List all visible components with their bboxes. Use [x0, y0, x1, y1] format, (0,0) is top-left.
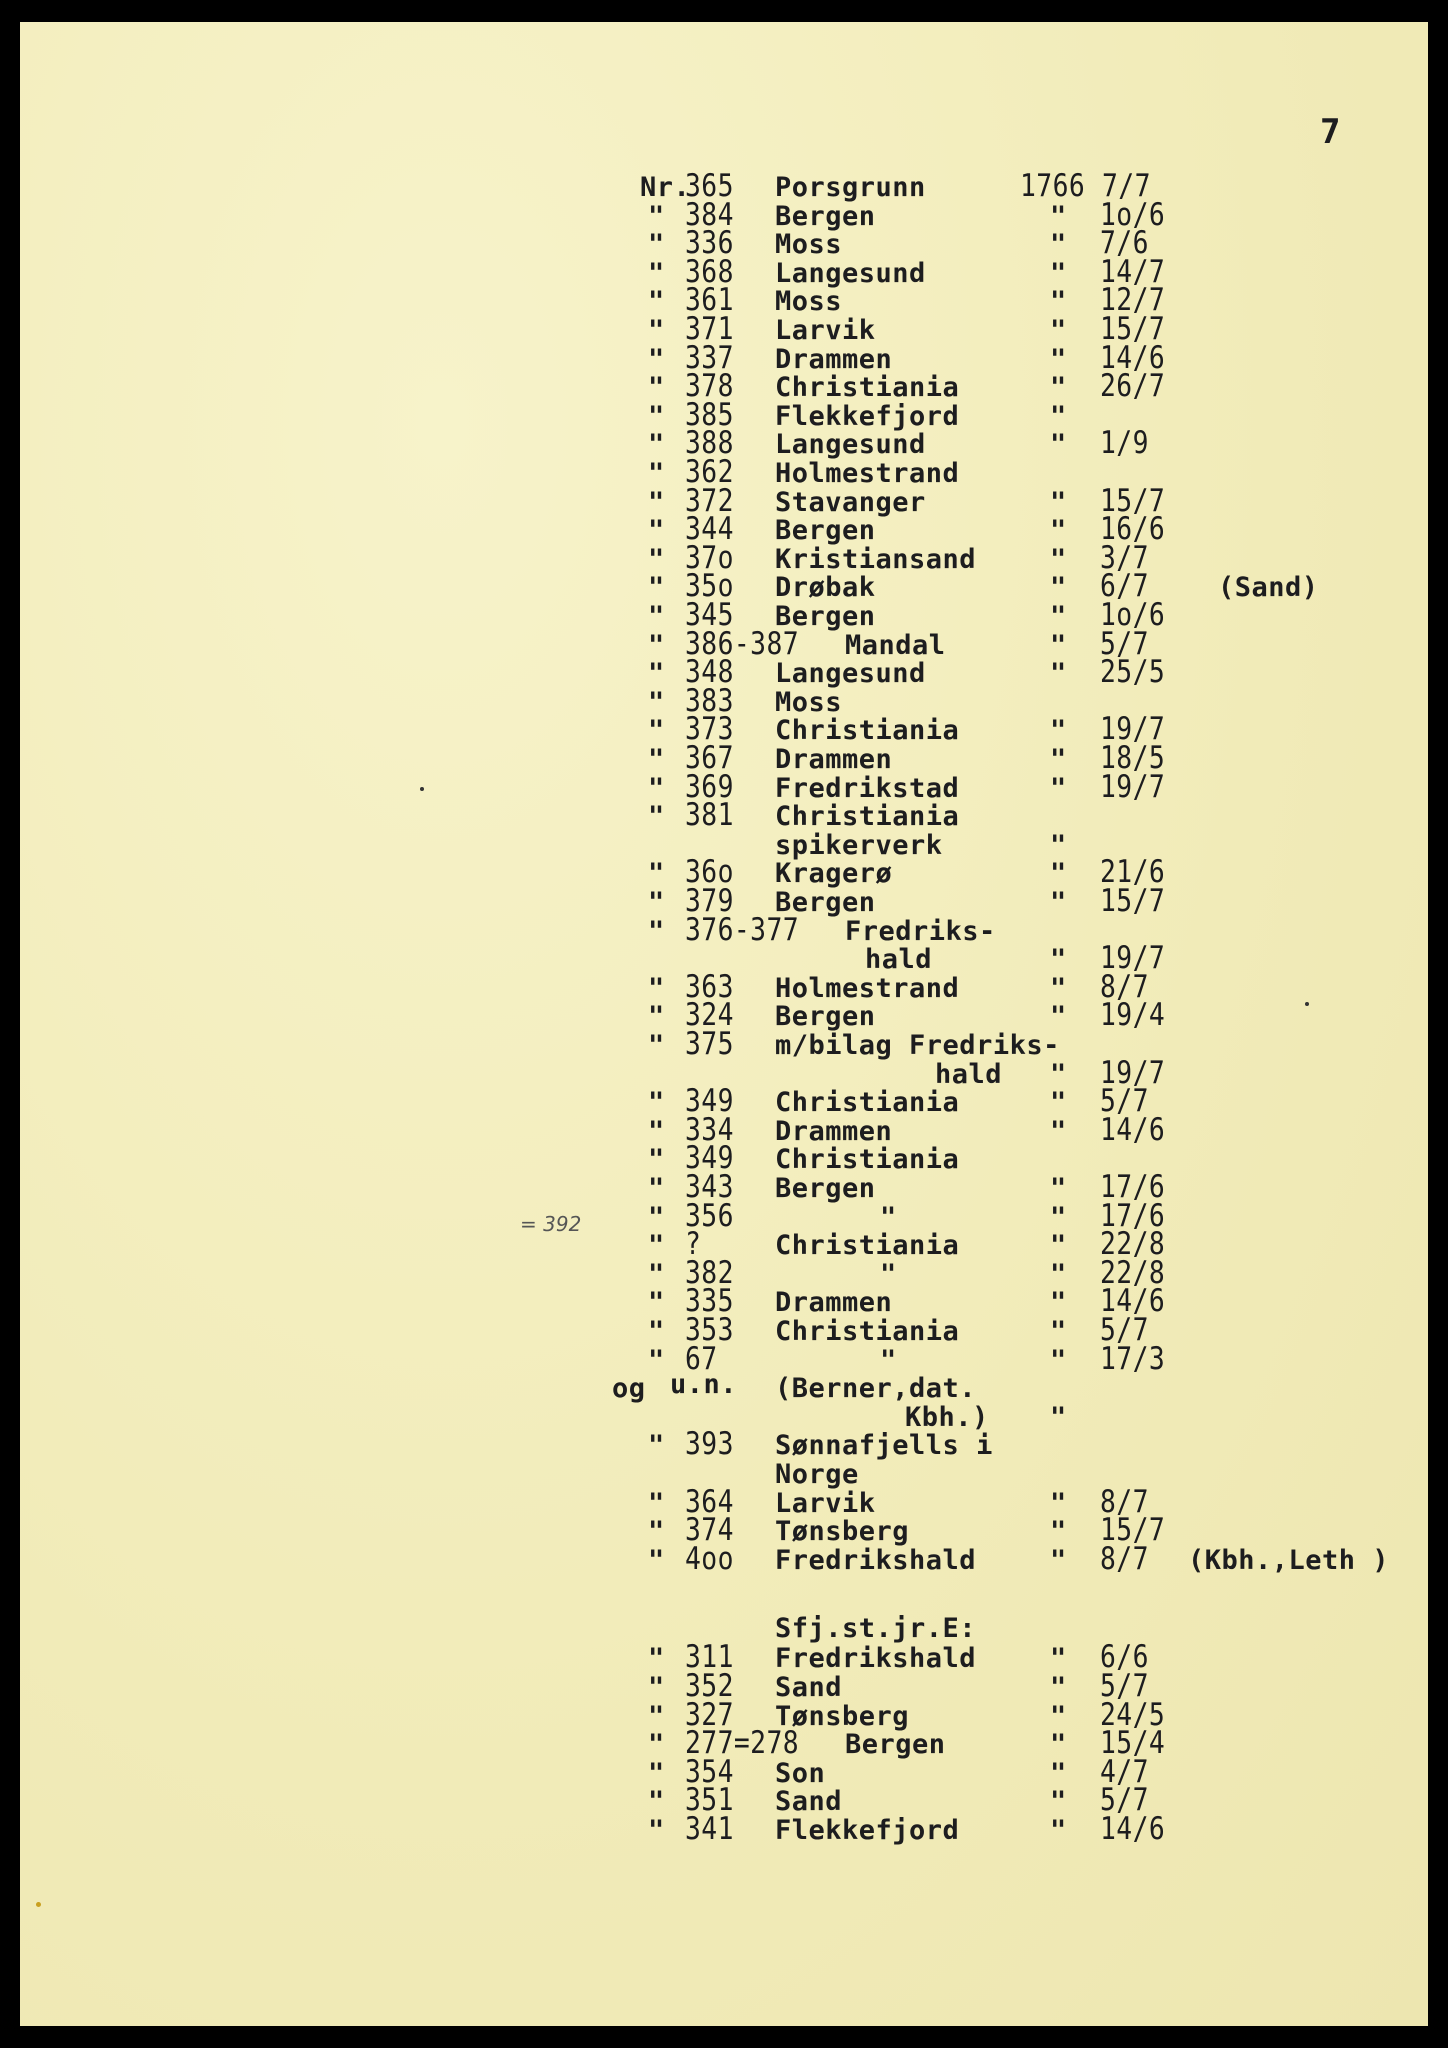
- ditto-mark: ": [648, 229, 665, 261]
- place-name: Christiania: [775, 1316, 960, 1347]
- year-or-ditto: ": [1050, 1287, 1067, 1319]
- entry-number: 384: [685, 196, 734, 233]
- entry-date: 14/7: [1100, 253, 1166, 290]
- ditto-mark: ": [648, 629, 665, 661]
- place-name: Drammen: [775, 1115, 893, 1147]
- page-number: 7: [1320, 112, 1341, 152]
- ditto-mark: ": [648, 1316, 665, 1347]
- entry-date: 5/7: [1100, 1312, 1149, 1348]
- year-or-ditto: ": [1050, 1544, 1067, 1576]
- place-name: Drammen: [775, 343, 893, 375]
- entry-number: 36o: [685, 854, 734, 891]
- entry-number: 373: [685, 711, 734, 748]
- year-or-ditto: ": [1050, 858, 1067, 890]
- year-or-ditto: ": [1050, 229, 1067, 261]
- year-or-ditto: ": [1050, 343, 1067, 375]
- place-name: Holmestrand: [775, 972, 960, 1004]
- year-or-ditto: ": [1050, 486, 1067, 518]
- place-name: Porsgrunn: [775, 172, 926, 203]
- entry-number: 349: [685, 1140, 734, 1177]
- ditto-mark: ": [648, 1144, 665, 1176]
- entry-number: 372: [685, 482, 734, 519]
- entry-date: 15/7: [1100, 311, 1166, 347]
- entry-date: 5/7: [1100, 625, 1149, 662]
- place-name: Christiania: [775, 1087, 960, 1119]
- entry-date: 5/7: [1100, 1782, 1149, 1819]
- year-or-ditto: ": [1050, 1316, 1067, 1347]
- entry-date: 15/7: [1100, 883, 1166, 919]
- year-or-ditto: ": [1050, 1401, 1067, 1433]
- margin-note: = 392: [520, 1212, 582, 1236]
- year-or-ditto: ": [1050, 1643, 1067, 1675]
- entry-date: 22/8: [1100, 1254, 1166, 1291]
- entry-date: 15/7: [1100, 482, 1166, 519]
- year-or-ditto: ": [1050, 1700, 1067, 1732]
- place-name: Bergen: [775, 515, 876, 547]
- place-name: Fredrikshald: [775, 1544, 977, 1576]
- entry-number: 382: [685, 1254, 734, 1291]
- entry-number: 383: [685, 682, 734, 719]
- entry-date: 7/6: [1100, 225, 1149, 262]
- entry-date: 15/4: [1100, 1725, 1166, 1762]
- entry-number: ?: [685, 1226, 702, 1263]
- place-name: spikerverk: [775, 829, 943, 861]
- ditto-mark: ": [648, 543, 665, 575]
- ditto-mark: ": [648, 515, 665, 547]
- place-name: Langesund: [775, 257, 926, 289]
- ink-speck: [36, 1902, 41, 1907]
- year-or-ditto: ": [1050, 315, 1067, 346]
- entry-date: 5/7: [1100, 1083, 1149, 1120]
- year-or-ditto: ": [1050, 429, 1067, 461]
- place-name: Christiania: [775, 715, 960, 747]
- entry-date: 8/7: [1100, 968, 1149, 1005]
- ditto-mark: og: [612, 1373, 646, 1405]
- entry-number: 362: [685, 454, 734, 490]
- place-name: Bergen: [775, 887, 876, 918]
- entry-number: 277=278: [685, 1725, 800, 1762]
- ditto-mark: ": [648, 1344, 665, 1376]
- place-name: Bergen: [775, 601, 876, 632]
- ditto-mark: ": [648, 1287, 665, 1319]
- place-name: Moss: [775, 686, 843, 718]
- ditto-mark: ": [648, 658, 665, 690]
- year-or-ditto: ": [1050, 1757, 1067, 1789]
- ditto-mark: ": [648, 1201, 665, 1233]
- year-or-ditto: ": [1050, 1815, 1067, 1846]
- ditto-mark: ": [648, 972, 665, 1004]
- year-or-ditto: ": [1050, 286, 1067, 318]
- ditto-mark: ": [648, 1544, 665, 1576]
- place-name: Son: [775, 1757, 826, 1789]
- entry-number: 353: [685, 1312, 734, 1348]
- place-name: Christiania: [775, 1144, 960, 1176]
- place-name: Moss: [775, 229, 843, 261]
- year-or-ditto: ": [1050, 887, 1067, 918]
- entry-date: 5/7: [1100, 1668, 1149, 1704]
- entry-number: 363: [685, 968, 734, 1005]
- entry-date: 19/7: [1100, 940, 1166, 977]
- place-name: Bergen: [775, 1173, 876, 1204]
- ditto-mark: ": [648, 486, 665, 518]
- ditto-mark: ": [648, 715, 665, 747]
- year-or-ditto: ": [1050, 372, 1067, 404]
- entry-number: 393: [685, 1426, 734, 1463]
- place-name: Sand: [775, 1672, 843, 1703]
- ditto-mark: ": [648, 372, 665, 404]
- entry-date: 22/8: [1100, 1226, 1166, 1263]
- place-name: Fredrikstad: [775, 772, 960, 804]
- place-name: m/bilag Fredriks-: [775, 1030, 1060, 1061]
- entry-number: 381: [685, 797, 734, 834]
- place-name: (Berner,dat.: [775, 1373, 977, 1405]
- year-or-ditto: ": [1050, 1487, 1067, 1519]
- year-or-ditto: ": [1050, 1201, 1067, 1233]
- year-or-ditto: ": [1050, 1230, 1067, 1262]
- year-or-ditto: ": [1050, 601, 1067, 632]
- ditto-mark: ": [648, 400, 665, 432]
- place-name: Langesund: [775, 658, 926, 690]
- ditto-mark: ": [648, 1030, 665, 1061]
- place-name: Fredrikshald: [775, 1643, 977, 1675]
- entry-number: 365: [685, 168, 734, 204]
- year-or-ditto: ": [1050, 1058, 1067, 1090]
- entry-date: 17/3: [1100, 1340, 1166, 1377]
- ditto-mark: ": [648, 1672, 665, 1703]
- ditto-mark: ": [648, 200, 665, 232]
- year-or-ditto: ": [1050, 1516, 1067, 1548]
- entry-number: 368: [685, 253, 734, 290]
- entry-date: 14/6: [1100, 1811, 1166, 1847]
- ditto-mark: ": [648, 1430, 665, 1462]
- entry-date: 26/7: [1100, 368, 1166, 405]
- entry-number: 386-387: [685, 625, 800, 662]
- entry-number: 352: [685, 1668, 734, 1704]
- year-or-ditto: ": [1050, 629, 1067, 661]
- entry-number: u.n.: [670, 1369, 738, 1401]
- place-name: Kbh.): [905, 1401, 989, 1433]
- entry-number: 4oo: [685, 1540, 734, 1577]
- entry-date: 7/7: [1102, 168, 1151, 204]
- entry-date: 1o/6: [1100, 196, 1166, 233]
- entry-number: 367: [685, 740, 734, 776]
- entry-date: 17/6: [1100, 1197, 1166, 1234]
- entry-number: 361: [685, 282, 734, 319]
- year-or-ditto: ": [1050, 515, 1067, 547]
- entry-date: 21/6: [1100, 854, 1166, 891]
- place-name: Drøbak: [775, 572, 876, 604]
- entry-note: (Kbh.,Leth ): [1188, 1544, 1390, 1576]
- place-name: Bergen: [775, 1001, 876, 1033]
- entry-number: 67: [685, 1340, 718, 1377]
- year-or-ditto: ": [1050, 1729, 1067, 1761]
- section-heading: Sfj.st.jr.E:: [775, 1613, 977, 1645]
- entry-date: 19/7: [1100, 768, 1166, 805]
- place-name: Flekkefjord: [775, 400, 960, 432]
- place-name: Tønsberg: [775, 1516, 910, 1548]
- entry-date: 19/4: [1100, 997, 1166, 1034]
- entry-number: 337: [685, 339, 734, 376]
- ditto-mark: Nr.: [640, 172, 691, 203]
- ditto-mark: ": [648, 801, 665, 833]
- entry-date: 25/5: [1100, 654, 1166, 691]
- year-or-ditto: ": [1050, 1115, 1067, 1147]
- place-name: Larvik: [775, 315, 876, 346]
- year-or-ditto: ": [1050, 543, 1067, 575]
- ditto-mark: ": [648, 1643, 665, 1675]
- ditto-mark: ": [648, 1786, 665, 1818]
- place-name: Christiania: [775, 372, 960, 404]
- ditto-mark: ": [648, 343, 665, 375]
- place-name: ": [880, 1201, 897, 1233]
- year-or-ditto: ": [1050, 400, 1067, 432]
- entry-number: 379: [685, 883, 734, 919]
- ditto-mark: ": [648, 315, 665, 346]
- ink-speck: [420, 787, 424, 791]
- ditto-mark: ": [648, 1729, 665, 1761]
- entry-date: 14/6: [1100, 1111, 1166, 1148]
- place-name: Langesund: [775, 429, 926, 461]
- entry-date: 19/7: [1100, 711, 1166, 748]
- entry-date: 1/9: [1100, 425, 1149, 462]
- entry-number: 324: [685, 997, 734, 1034]
- year-or-ditto: 1766: [1020, 168, 1086, 204]
- entry-number: 345: [685, 597, 734, 633]
- entry-number: 348: [685, 654, 734, 691]
- place-name: Kragerø: [775, 858, 893, 890]
- place-name: Sønnafjells i: [775, 1430, 993, 1462]
- entry-number: 369: [685, 768, 734, 805]
- ditto-mark: ": [648, 1487, 665, 1519]
- ink-speck: [1305, 1002, 1309, 1006]
- year-or-ditto: ": [1050, 972, 1067, 1004]
- ditto-mark: ": [648, 1700, 665, 1732]
- ditto-mark: ": [648, 572, 665, 604]
- entry-number: 343: [685, 1169, 734, 1205]
- entry-date: 6/7: [1100, 568, 1149, 605]
- ditto-mark: ": [648, 686, 665, 718]
- ditto-mark: ": [648, 1115, 665, 1147]
- entry-date: 8/7: [1100, 1540, 1149, 1577]
- entry-number: 351: [685, 1782, 734, 1819]
- entry-date: 12/7: [1100, 282, 1166, 319]
- place-name: ": [880, 1258, 897, 1290]
- entry-note: (Sand): [1218, 572, 1319, 604]
- entry-number: 388: [685, 425, 734, 462]
- ditto-mark: ": [648, 1757, 665, 1789]
- place-name: Norge: [775, 1459, 859, 1490]
- ditto-mark: ": [648, 887, 665, 918]
- ditto-mark: ": [648, 915, 665, 947]
- ditto-mark: ": [648, 1230, 665, 1262]
- place-name: Fredriks-: [845, 915, 996, 947]
- entry-number: 375: [685, 1026, 734, 1062]
- entry-number: 371: [685, 311, 734, 347]
- place-name: Drammen: [775, 744, 893, 775]
- entry-number: 336: [685, 225, 734, 262]
- entry-date: 1o/6: [1100, 597, 1166, 633]
- entry-number: 378: [685, 368, 734, 405]
- ditto-mark: ": [648, 1815, 665, 1846]
- entry-number: 37o: [685, 539, 734, 576]
- place-name: Kristiansand: [775, 543, 977, 575]
- ditto-mark: ": [648, 1001, 665, 1033]
- year-or-ditto: ": [1050, 1672, 1067, 1703]
- place-name: Bergen: [845, 1729, 946, 1761]
- year-or-ditto: ": [1050, 257, 1067, 289]
- year-or-ditto: ": [1050, 1001, 1067, 1033]
- entry-date: 19/7: [1100, 1054, 1166, 1091]
- entry-number: 349: [685, 1083, 734, 1120]
- entry-number: 327: [685, 1696, 734, 1733]
- entry-number: 344: [685, 511, 734, 548]
- document-page: [20, 22, 1428, 2026]
- entry-date: 17/6: [1100, 1169, 1166, 1205]
- place-name: hald: [935, 1058, 1003, 1090]
- year-or-ditto: ": [1050, 944, 1067, 976]
- place-name: hald: [865, 944, 933, 976]
- entry-date: 4/7: [1100, 1753, 1149, 1790]
- entry-date: 14/6: [1100, 1283, 1166, 1320]
- ditto-mark: ": [648, 744, 665, 775]
- place-name: Larvik: [775, 1487, 876, 1519]
- year-or-ditto: ": [1050, 572, 1067, 604]
- ditto-mark: ": [648, 1087, 665, 1119]
- place-name: Stavanger: [775, 486, 926, 518]
- entry-date: 18/5: [1100, 740, 1166, 776]
- ditto-mark: ": [648, 257, 665, 289]
- ditto-mark: ": [648, 1258, 665, 1290]
- year-or-ditto: ": [1050, 829, 1067, 861]
- entry-number: 356: [685, 1197, 734, 1234]
- place-name: Mandal: [845, 629, 946, 661]
- place-name: ": [880, 1344, 897, 1376]
- year-or-ditto: ": [1050, 1258, 1067, 1290]
- entry-number: 385: [685, 396, 734, 433]
- entry-number: 334: [685, 1111, 734, 1148]
- year-or-ditto: ": [1050, 1786, 1067, 1818]
- ditto-mark: ": [648, 1516, 665, 1548]
- year-or-ditto: ": [1050, 200, 1067, 232]
- ditto-mark: ": [648, 1173, 665, 1204]
- year-or-ditto: ": [1050, 1344, 1067, 1376]
- year-or-ditto: ": [1050, 715, 1067, 747]
- place-name: Drammen: [775, 1287, 893, 1319]
- entry-date: 15/7: [1100, 1512, 1166, 1549]
- ditto-mark: ": [648, 772, 665, 804]
- year-or-ditto: ": [1050, 1087, 1067, 1119]
- place-name: Holmestrand: [775, 458, 960, 489]
- year-or-ditto: ": [1050, 772, 1067, 804]
- year-or-ditto: ": [1050, 658, 1067, 690]
- place-name: Flekkefjord: [775, 1815, 960, 1846]
- year-or-ditto: ": [1050, 744, 1067, 775]
- entry-number: 341: [685, 1811, 734, 1847]
- entry-date: 6/6: [1100, 1639, 1149, 1676]
- place-name: Christiania: [775, 801, 960, 833]
- entry-number: 311: [685, 1639, 734, 1676]
- entry-number: 374: [685, 1512, 734, 1549]
- entry-number: 364: [685, 1483, 734, 1520]
- entry-date: 16/6: [1100, 511, 1166, 548]
- place-name: Christiania: [775, 1230, 960, 1262]
- ditto-mark: ": [648, 858, 665, 890]
- ditto-mark: ": [648, 429, 665, 461]
- entry-date: 24/5: [1100, 1696, 1166, 1733]
- ditto-mark: ": [648, 601, 665, 632]
- ditto-mark: ": [648, 458, 665, 489]
- place-name: Moss: [775, 286, 843, 318]
- entry-date: 3/7: [1100, 539, 1149, 576]
- entry-number: 376-377: [685, 911, 800, 948]
- place-name: Sand: [775, 1786, 843, 1818]
- year-or-ditto: ": [1050, 1173, 1067, 1204]
- entry-number: 354: [685, 1753, 734, 1790]
- entry-date: 8/7: [1100, 1483, 1149, 1520]
- entry-date: 14/6: [1100, 339, 1166, 376]
- ditto-mark: ": [648, 286, 665, 318]
- place-name: Bergen: [775, 200, 876, 232]
- entry-number: 335: [685, 1283, 734, 1320]
- entry-number: 35o: [685, 568, 734, 605]
- place-name: Tønsberg: [775, 1700, 910, 1732]
